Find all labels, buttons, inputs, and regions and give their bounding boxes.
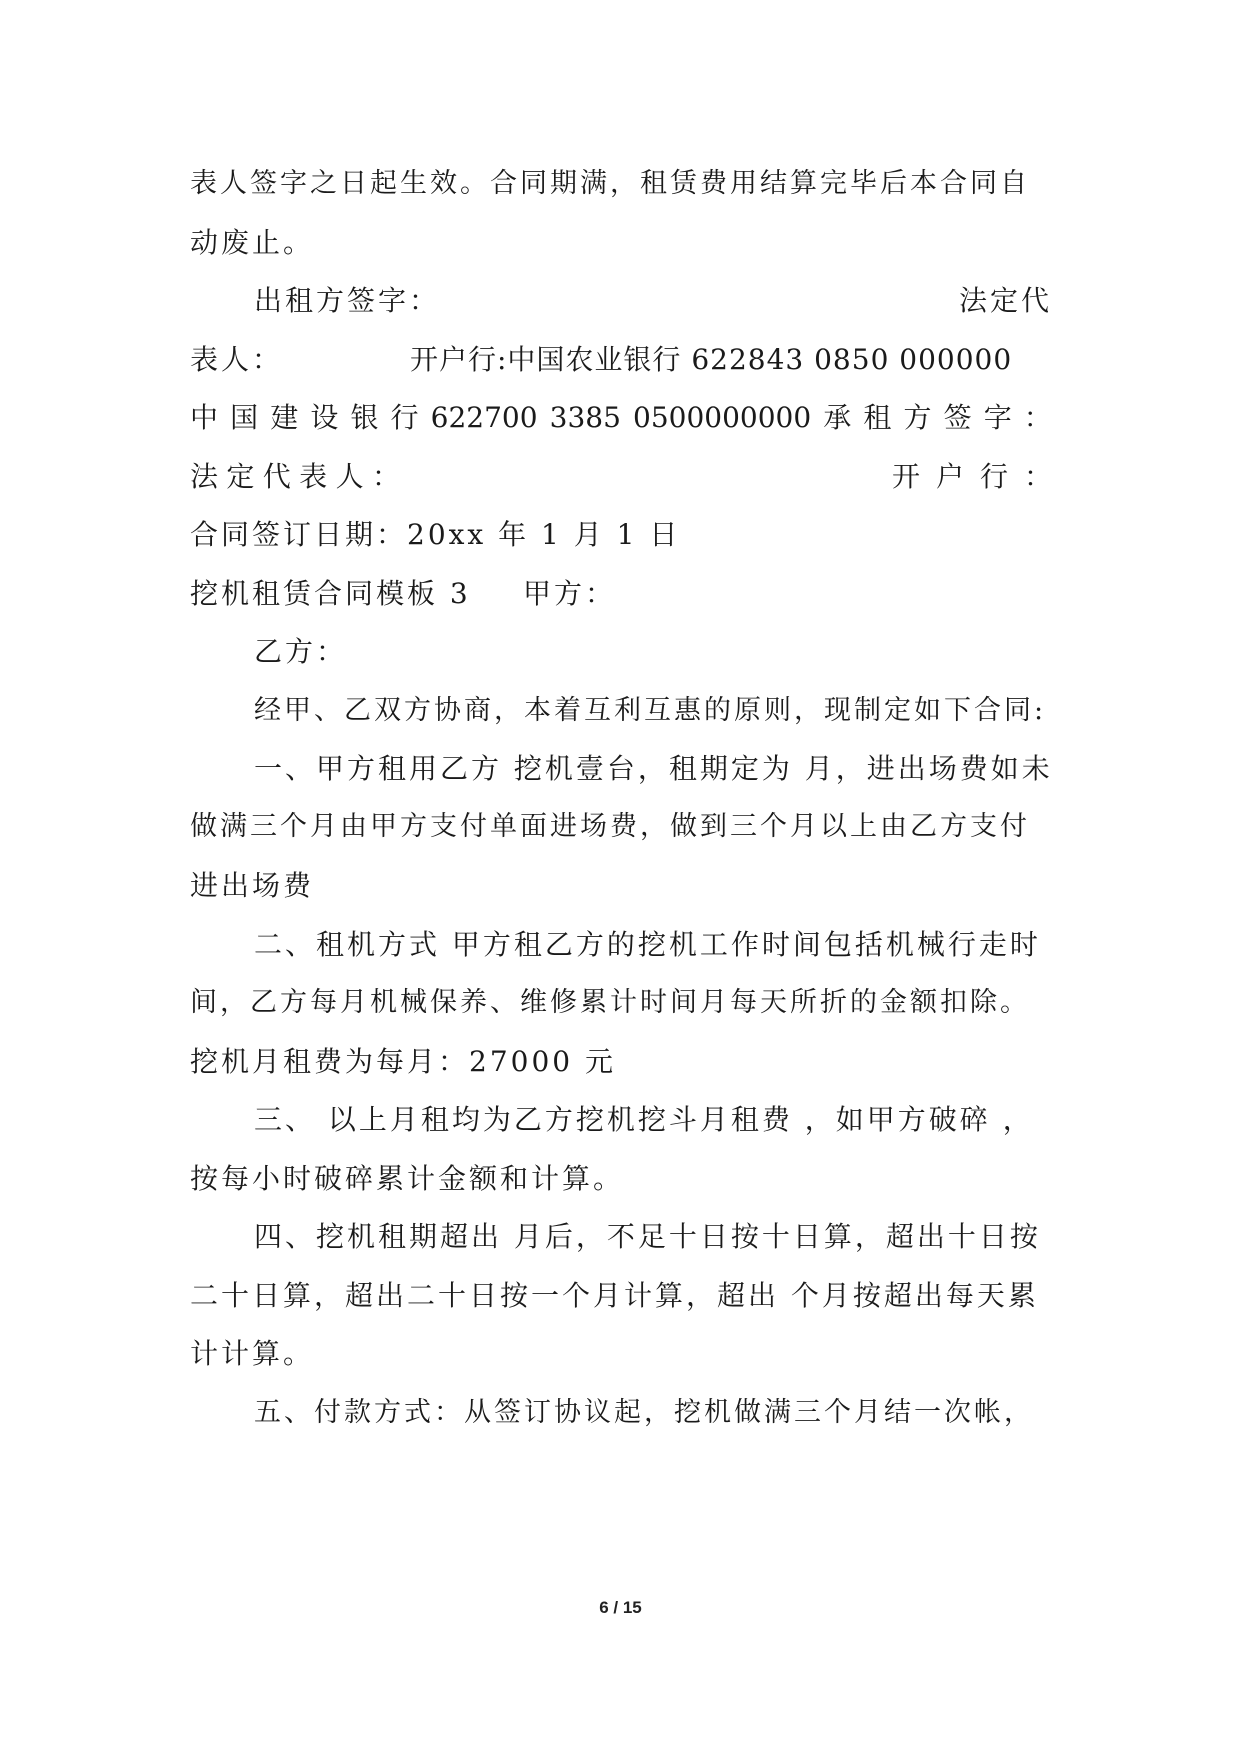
char: 租 [863,401,892,434]
signature-line [254,281,1052,321]
char: 承 [823,401,852,434]
legal-rep-label-part: 法定代 [958,284,1052,317]
template-title: 挖机租赁合同模板 3 [190,577,471,610]
contract-date: 合同签订日期：20xx 年 1 月 1 日 [190,518,681,551]
char: 定 [226,460,255,493]
char: ： [371,460,400,493]
char: 字 [983,401,1012,434]
char: 开 [892,460,921,493]
paragraph-line: 动废止。 [190,226,315,259]
paragraph-line: 二十日算，超出二十日按一个月计算，超出 个月按超出每天累 [190,1279,1039,1312]
char: 表 [299,460,328,493]
paragraph-line: 四、挖机租期超出 月后，不足十日按十日算，超出十日按 [254,1220,1041,1253]
paragraph-line: 二、租机方式 甲方租乙方的挖机工作时间包括机械行走时 [254,928,1041,961]
char: ： [1023,401,1052,434]
page-indicator: 6 / 15 [599,1598,642,1617]
paragraph-line: 表人签字之日起生效。合同期满，租赁费用结算完毕后本合同自 [190,168,1030,199]
paragraph-line: 做满三个月由甲方支付单面进场费，做到三个月以上由乙方支付 [190,811,1030,842]
char: 行 [390,401,419,434]
legal-rep-label-part: 表人： [190,343,284,376]
account-number: 3385 [549,401,621,434]
paragraph-line: 进出场费 [190,869,315,902]
char: 国 [230,401,259,434]
char: 签 [943,401,972,434]
account-number: 622700 [430,401,538,434]
bank-account-text: 开户行:中国农业银行 622843 0850 000000 [410,343,1013,376]
legal-rep-label [190,457,400,497]
char: ： [1023,460,1052,493]
bank-line [190,340,1052,380]
template-heading-line [190,574,1052,614]
paragraph-line: 计计算。 [190,1337,315,1370]
paragraph-line: 间，乙方每月机械保养、维修累计时间月每天所折的金额扣除。 [190,987,1030,1018]
bank-line-justified [190,398,1052,438]
paragraph-line: 三、 以上月租均为乙方挖机挖斗月租费 ，如甲方破碎 ， [254,1103,1034,1136]
char: 代 [262,460,291,493]
paragraph-line: 挖机月租费为每月：27000 元 [190,1045,616,1078]
party-b-label: 乙方： [254,635,348,668]
paragraph-line: 五、付款方式：从签订协议起，挖机做满三个月结一次帐， [254,1397,1034,1428]
paragraph-line: 一、甲方租用乙方 挖机壹台，租期定为 月，进出场费如未 [254,752,1053,785]
legal-rep-line [190,457,1052,497]
lessor-signature-label: 出租方签字： [254,284,441,317]
char: 中 [190,401,219,434]
char: 户 [935,460,964,493]
party-a-label: 甲方： [523,577,617,610]
account-number: 0500000000 [633,401,812,434]
char: 方 [903,401,932,434]
char: 法 [190,460,219,493]
bank-label [892,457,1052,497]
paragraph-line: 按每小时破碎累计金额和计算。 [190,1162,625,1195]
char: 建 [270,401,299,434]
char: 人 [335,460,364,493]
char: 行 [979,460,1008,493]
char: 银 [350,401,379,434]
paragraph-line: 经甲、乙双方协商，本着互利互惠的原则，现制定如下合同: [254,695,1047,726]
char: 设 [310,401,339,434]
